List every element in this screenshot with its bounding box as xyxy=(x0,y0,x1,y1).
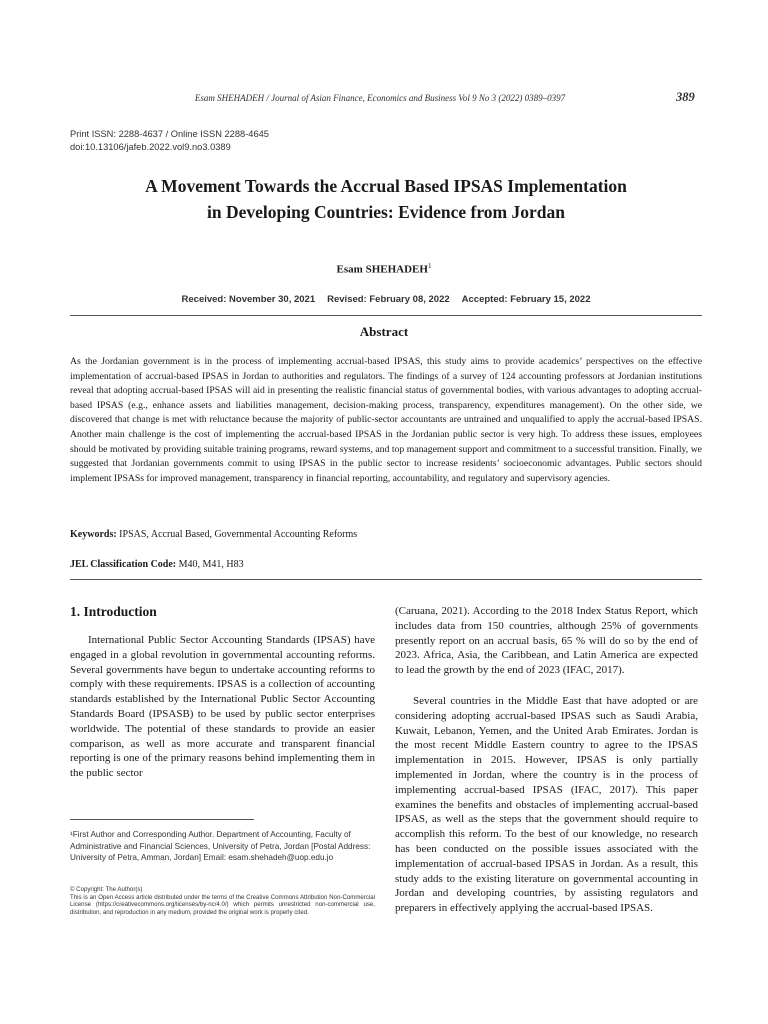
abstract-body: As the Jordanian government is in the process of implementing accrual-based IPSAS, this study aims to provide academics’ perspectives on the effective implementation of accrual-based IPSAS in Jordan to authorities and regulators. The findings of a survey of 124 accounting professors at Jordanian institutions reveal that adopting accrual-based IPSAS will aid in presenting the realistic financial status of governmental bodies, with various advantages to adopting accrual-based IPSAS (e.g., enhance assets and liabilities management, decision-making process, transparency, expenditures management). On the other side, we discovered that change is met with reluctance because the majority of public-sector accountants are untrained and unqualified to apply the accrual-based IPSAS. Another main challenge is the cost of implementing the accrual-based IPSAS in the Jordanian public sector is very high. To address these issues, employees should be motivated by providing suitable training programs, reward systems, and top management support and commitment to a successful transition. Finally, we suggested that Jordanian governments commit to using IPSAS in the public sector to increase residents’ socioeconomic advantages. Public sectors should implement IPSASs for improved management, transparency in financial reporting, accountability, and regulatory and supervisory agencies. xyxy=(70,356,702,484)
introduction-paragraph-3: Several countries in the Middle East that have adopted or are considering adopting accrual-based IPSAS such as Saudi Arabia, Kuwait, Lebanon, Yemen, and the United Arab Emirates. Jordan is the most recent Middle Eastern country to agree to the IPSAS implementation in 2015. However, IPSAS is only partially implemented in Jordan, where the country is in the process of implementing accrual-based IPSAS (IFAC, 2017). This paper examines the benefits and obstacles of implementing accrual-based IPSAS, as well as the steps that the government should require to accomplish this reform. To the best of our knowledge, no research has been conducted on the possible issues associated with the implementation of accrual-based IPSAS in Jordan. As a result, this study adds to the existing literature on governmental accounting in Jordan and developing countries, by assisting regulators and preparers in effectively applying the accrual-based IPSAS. xyxy=(395,695,698,915)
author-line xyxy=(0,262,768,276)
footnote-divider xyxy=(70,819,254,820)
jel-label: JEL Classification Code: xyxy=(70,559,177,570)
divider-bottom xyxy=(70,579,702,580)
introduction-paragraph-1: International Public Sector Accounting Standards (IPSAS) have engaged in a global revolution in governmental accounting reforms. Several governments have begun to undertake accounting reforms to comply with these requirements. IPSAS is a collection of accounting standards established by the International Public Sector Accounting Standards Board (IPSASB) to be used by public sector enterprises worldwide. The potential of these standards to provide an easier comparison, as well as more accurate and transparent financial reporting is one of the primary reasons behind implementing them in the public sector xyxy=(70,634,375,780)
author-footnote: ¹First Author and Corresponding Author. Department of Accounting, Faculty of Administrative and Financial Sciences, University of Petra, Jordan [Postal Address: University of Petra, Amman, Jordan] Email: esam.shehadeh@uop.edu.jo xyxy=(70,830,371,862)
jel-line xyxy=(70,559,702,570)
copyright-line: © Copyright: The Author(s) xyxy=(70,886,143,893)
issn-line: Print ISSN: 2288-4637 / Online ISSN 2288-4645 xyxy=(70,129,269,139)
article-title xyxy=(60,173,712,225)
jel-value: M40, M41, H83 xyxy=(178,559,244,570)
affiliation-mark: 1 xyxy=(427,262,432,270)
keywords-label: Keywords: xyxy=(70,529,117,540)
author-name: Esam SHEHADEH xyxy=(336,263,428,276)
doi-line[interactable]: doi:10.13106/jafeb.2022.vol9.no3.0389 xyxy=(70,142,231,152)
title-line-2: in Developing Countries: Evidence from Jordan xyxy=(207,202,565,222)
divider-top xyxy=(70,315,702,316)
keywords-line xyxy=(70,529,702,540)
copyright-notice xyxy=(70,886,375,916)
page-number: 389 xyxy=(676,90,695,104)
accepted-date: Accepted: February 15, 2022 xyxy=(461,294,591,305)
revised-date: Revised: February 08, 2022 xyxy=(327,294,450,305)
license-text: This is an Open Access article distributed under the terms of the Creative Commons Attribution Non-Commercial License (https://creativecommons.org/licenses/by-nc/4.0/) which permits unrestricted non-commercial use, distribution, and reproduction in any medium, provided the original work is properly cited. xyxy=(70,893,375,916)
dates-line xyxy=(70,294,702,305)
introduction-heading: 1. Introduction xyxy=(70,604,157,619)
abstract-heading: Abstract xyxy=(359,324,409,339)
running-header: Esam SHEHADEH / Journal of Asian Finance, Economics and Business Vol 9 No 3 (2022) 0389–0397 xyxy=(194,93,566,103)
title-line-1: A Movement Towards the Accrual Based IPSAS Implementation xyxy=(145,176,627,196)
received-date: Received: November 30, 2021 xyxy=(181,294,316,305)
introduction-paragraph-2: (Caruana, 2021). According to the 2018 Index Status Report, which includes data from 150 countries, although 25% of governments presently report on an accrual basis, 65 % will do so by the end of 2023. Africa, Asia, the Caribbean, and Latin America are expected to lead the growth by the end of 2023 (IFAC, 2017). xyxy=(395,605,698,677)
keywords-value: IPSAS, Accrual Based, Governmental Accounting Reforms xyxy=(119,529,358,540)
